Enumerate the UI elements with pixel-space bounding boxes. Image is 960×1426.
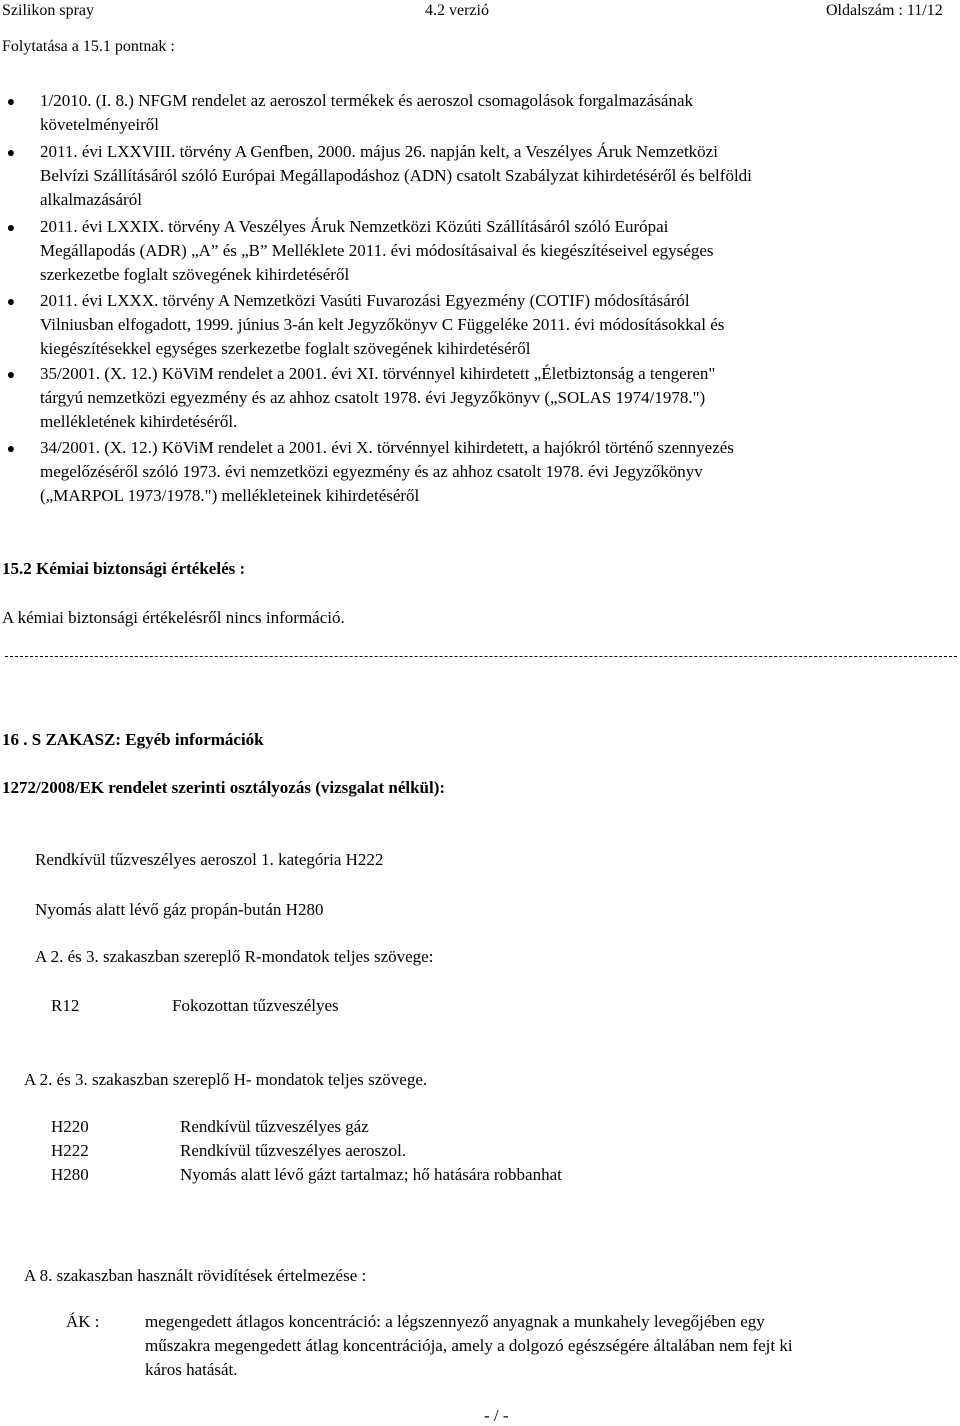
bullet-icon: ● — [6, 146, 16, 161]
abbreviation-code: ÁK : — [66, 1312, 100, 1331]
r-phrase-code: R12 — [51, 996, 80, 1015]
section-divider — [5, 656, 957, 657]
list-item-line: Belvízi Szállításáról szóló Európai Megállapodáshoz (ADN) csatolt Szabályzat kihirdetéséről és belföldi — [40, 166, 752, 185]
list-item-line: 35/2001. (X. 12.) KöViM rendelet a 2001. évi XI. törvénnyel kihirdetett „Életbiztonság a tengeren" — [40, 364, 716, 383]
header-version: 4.2 verzió — [425, 2, 489, 19]
list-item — [6, 89, 920, 137]
list-item-line: kiegészítésekkel egységes szerkezetbe foglalt szövegének kihirdetéséről — [40, 339, 531, 358]
bullet-icon: ● — [6, 442, 16, 457]
bullet-icon: ● — [6, 368, 16, 383]
h-phrase-text: Rendkívül tűzveszélyes aeroszol. — [180, 1141, 407, 1160]
list-item — [6, 215, 920, 287]
bullet-icon: ● — [6, 221, 16, 236]
h-phrases-heading: A 2. és 3. szakaszban szereplő H- mondatok teljes szövege. — [24, 1070, 428, 1089]
header-product-name: Szilikon spray — [2, 2, 94, 19]
list-item-line: tárgyú nemzetközi egyezmény és az ahhoz csatolt 1978. évi Jegyzőkönyv („SOLAS 1974/1978.") — [40, 388, 706, 407]
abbreviation-definition — [145, 1310, 793, 1382]
list-item-line: szerkezetbe foglalt szövegének kihirdetéséről — [40, 265, 350, 284]
list-item — [6, 140, 920, 212]
section-15-2-text: A kémiai biztonsági értékelésről nincs információ. — [2, 608, 345, 627]
list-item-line: („MARPOL 1973/1978.") mellékleteinek kihirdetéséről — [40, 486, 420, 505]
list-item-line: 34/2001. (X. 12.) KöViM rendelet a 2001. évi X. törvénnyel kihirdetett, a hajókról történő szennyezés — [40, 438, 734, 457]
list-item — [6, 362, 920, 434]
h-phrase-code: H280 — [51, 1165, 89, 1184]
bullet-icon: ● — [6, 295, 16, 310]
header-page-number: Oldalszám : 11/12 — [826, 2, 943, 19]
abbreviations-heading: A 8. szakaszban használt rövidítések értelmezése : — [24, 1266, 367, 1285]
list-item-line: 2011. évi LXXX. törvény A Nemzetközi Vasúti Fuvarozási Egyezmény (COTIF) módosításáról — [40, 291, 690, 310]
page-marker: - / - — [484, 1406, 509, 1425]
r-phrases-heading: A 2. és 3. szakaszban szereplő R-mondatok teljes szövege: — [35, 947, 434, 966]
classification-heading: 1272/2008/EK rendelet szerinti osztályozás (vizsgalat nélkül): — [2, 778, 446, 797]
list-item-line: megelőzéséről szóló 1973. évi nemzetközi egyezmény és az ahhoz csatolt 1978. évi Jegyzőkönyv — [40, 462, 703, 481]
classification-line: Rendkívül tűzveszélyes aeroszol 1. kategória H222 — [35, 850, 384, 869]
bullet-icon: ● — [6, 95, 16, 110]
list-item-line: Megállapodás (ADR) „A” és „B” Melléklete 2011. évi módosításaival és kiegészítéseivel egységes — [40, 241, 714, 260]
h-phrase-code: H222 — [51, 1141, 89, 1160]
definition-line: megengedett átlagos koncentráció: a légszennyező anyagnak a munkahely levegőjében egy — [145, 1312, 765, 1331]
h-phrase-text: Nyomás alatt lévő gázt tartalmaz; hő hatására robbanhat — [180, 1165, 562, 1184]
continuation-note: Folytatása a 15.1 pontnak : — [2, 38, 175, 55]
list-item — [6, 436, 920, 508]
list-item — [6, 289, 920, 361]
list-item-line: mellékletének kihirdetéséről. — [40, 412, 238, 431]
classification-line: Nyomás alatt lévő gáz propán-bután H280 — [35, 900, 324, 919]
list-item-line: 2011. évi LXXVIII. törvény A Genfben, 2000. május 26. napján kelt, a Veszélyes Áruk Nemzetközi — [40, 142, 718, 161]
r-phrase-text: Fokozottan tűzveszélyes — [172, 996, 339, 1015]
h-phrase-text: Rendkívül tűzveszélyes gáz — [180, 1117, 369, 1136]
section-15-2-heading: 15.2 Kémiai biztonsági értékelés : — [2, 559, 246, 578]
list-item-line: 2011. évi LXXIX. törvény A Veszélyes Áruk Nemzetközi Közúti Szállításáról szóló Európai — [40, 217, 669, 236]
list-item-line: 1/2010. (I. 8.) NFGM rendelet az aeroszol termékek és aeroszol csomagolások forgalmazásának — [40, 91, 694, 110]
definition-line: káros hatását. — [145, 1360, 238, 1379]
definition-line: műszakra megengedett átlag koncentrációja, amely a dolgozó egészségére általában nem fejt ki — [145, 1336, 793, 1355]
list-item-line: alkalmazásáról — [40, 190, 142, 209]
h-phrase-code: H220 — [51, 1117, 89, 1136]
list-item-line: követelményeiről — [40, 115, 159, 134]
list-item-line: Vilniusban elfogadott, 1999. június 3-án kelt Jegyzőkönyv C Függeléke 2011. évi módosításokkal és — [40, 315, 725, 334]
section-16-heading: 16 . S ZAKASZ: Egyéb információk — [2, 730, 264, 749]
